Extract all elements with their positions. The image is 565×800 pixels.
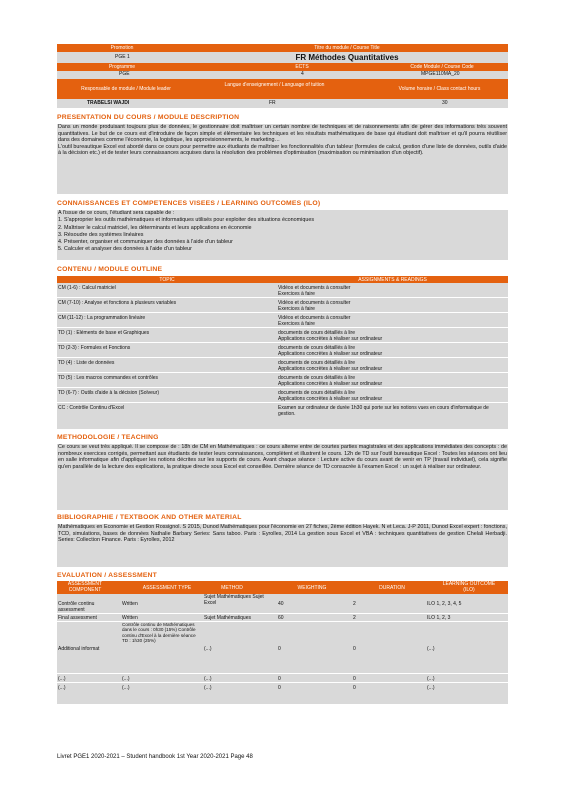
module-leader-value: TRABELSI WAJDI: [87, 100, 130, 106]
eval-duration: 2: [353, 601, 356, 607]
eval-component: Additional informat: [58, 646, 100, 652]
eval-row: [57, 674, 508, 683]
eval-weighting: 40: [278, 601, 284, 607]
outline-topic: TD (4) : Liste de données: [58, 360, 115, 366]
outline-row: [57, 298, 508, 313]
outline-row: [57, 313, 508, 328]
outcomes-block: [57, 210, 508, 260]
header-row-labels-2: [57, 63, 508, 71]
outcome-item: 1. S'approprier les outils mathématiques et informatiques utilisés pour exploiter des situations économiques: [58, 217, 315, 224]
outcome-item: 4. Présenter, organiser et communiquer des données à l'aide d'un tableur: [58, 239, 233, 246]
outline-assign: documents de cours détaillés à lire: [278, 360, 355, 366]
course-title-label: Titre du module / Course Title: [314, 45, 380, 51]
outline-assign: Exercices à faire: [278, 321, 315, 327]
eval-component: (...): [58, 685, 66, 691]
outline-topic: TD (5) : Les macros commandes et contrôles: [58, 375, 159, 381]
evaluation-header: [57, 581, 508, 594]
outline-assign: Vidéos et documents à consulter: [278, 285, 351, 291]
eval-ilo: (...): [427, 646, 435, 652]
outcome-item: 5. Calculer et analyser des données à l'aide d'un tableur: [58, 246, 192, 253]
bibliography-block: [57, 524, 508, 567]
course-code-label: Code Module / Course Code: [410, 64, 474, 70]
page-footer: Livret PGE1 2020-2021 – Student handbook 1st Year 2020-2021 Page 48: [57, 754, 253, 760]
eval-duration: 0: [353, 685, 356, 691]
outline-assign: Applications concrètes à réaliser sur ordinateur: [278, 381, 383, 387]
evaluation-title: EVALUATION / ASSESSMENT: [57, 572, 158, 579]
eval-duration: 0: [353, 646, 356, 652]
class-hours-label: Volume horaire / Class contact hours: [398, 86, 481, 92]
eval-col-method: METHOD: [221, 585, 243, 591]
outline-row: [57, 283, 508, 298]
eval-row: [57, 614, 508, 622]
eval-weighting: 60: [278, 615, 284, 621]
eval-ilo: (...): [427, 685, 435, 691]
outcome-item: 2. Maîtriser le calcul matriciel, les déterminants et leurs applications en économie: [58, 224, 252, 231]
outcomes-intro: A l'issue de ce cours, l'étudiant sera capable de :: [58, 210, 175, 216]
bibliography-text: Mathématiques en Economie et Gestion Rossignol. S 2015, Dunod Mathématiques pour l'économie en 27 fiches, 2ème édition Hayek. N et Leca. J-P 2011, Dunod Excel expert : fonctions, TCD, simulations, bases de données Nathalie Barbary Series: Sans taboo. Paris : Eyrolles, 2014 La gestion sous Excel et VBA : techniques quantitatives de gestion Chelali Herbadji. Series: Collection Finance. Paris : Eyrolles, 2012: [58, 524, 507, 543]
ects-value: 4: [301, 71, 304, 77]
eval-row: [57, 683, 508, 692]
promotion-value: PGE 1: [115, 54, 130, 60]
outline-row: [57, 373, 508, 388]
outcomes-title: CONNAISSANCES ET COMPETENCES VISEES / LEARNING OUTCOMES (ILO): [57, 200, 321, 207]
eval-col-weighting: WEIGHTING: [297, 585, 327, 591]
outline-assign: documents de cours détaillés à lire: [278, 345, 355, 351]
eval-type: (...): [122, 676, 130, 682]
eval-col-ilo: LEARNING OUTCOME (ILO): [442, 581, 496, 593]
presentation-title: PRESENTATION DU COURS / MODULE DESCRIPTION: [57, 114, 240, 121]
eval-component: Contrôle continu assessment: [58, 601, 95, 613]
eval-ilo: (...): [427, 676, 435, 682]
outline-topic: TD (6-7) : Outils d'aide à la décision (Solveur): [58, 390, 159, 396]
outline-assign: Applications concrètes à réaliser sur ordinateur: [278, 351, 383, 357]
outline-title: CONTENU / MODULE OUTLINE: [57, 266, 163, 273]
eval-row: [57, 622, 508, 674]
programme-value: PGE: [119, 71, 130, 77]
presentation-paragraph-2: L'outil bureautique Excel est abordé dans ce cours pour permettre aux étudiants de maîtriser les fonctionnalités d'un tableur (formules de calcul, gestion d'une liste de données, outils d'aide à la décision etc.) et de tester leurs connaissances acquises dans la résolution des problèmes d'optimisation (maximisation ou minimisation d'un objectif).: [58, 143, 507, 157]
eval-col-type: ASSESSMENT TYPE: [142, 585, 192, 591]
outline-topic: CC : Contrôle Continu d'Excel: [58, 405, 125, 411]
eval-duration: 0: [353, 676, 356, 682]
outline-table: [57, 283, 508, 429]
outline-assign: Exercices à faire: [278, 306, 315, 312]
outline-header: [57, 276, 508, 283]
eval-row: [57, 594, 508, 614]
outline-row: [57, 343, 508, 358]
eval-component: Final assessment: [58, 615, 97, 621]
outline-topic: TD (2-3) : Formules et Fonctions: [58, 345, 131, 351]
eval-method: (...): [204, 685, 212, 691]
outline-assign-header: ASSIGNMENTS & READINGS: [358, 277, 427, 283]
language-value: FR: [269, 100, 276, 106]
header-row-values-1: [57, 52, 508, 63]
methodology-title: METHODOLOGIE / TEACHING: [57, 434, 159, 441]
promotion-label: Promotion: [110, 45, 134, 51]
outline-assign: documents de cours détaillés à lire: [278, 375, 355, 381]
outline-topic: CM (1-6) : Calcul matriciel: [58, 285, 116, 291]
bibliography-title: BIBLIOGRAPHIE / TEXTBOOK AND OTHER MATERIAL: [57, 514, 242, 521]
header-row-labels-1: [57, 44, 508, 52]
outline-row: [57, 358, 508, 373]
outline-topic-header: TOPIC: [159, 277, 175, 283]
programme-label: Programme: [108, 64, 136, 70]
methodology-text: Ce cours se veut très appliqué. Il se compose de : 18h de CM en Mathématiques : ce cours alterne entre de courtes parties magistrales et des applications immédiates des concepts : de nombreux exercices corrigés, permettant aux étudiants de tester leurs connaissances, complètent et illustrent le cours. 12h de TD sur l'outil bureautique Excel : Toutes les séances ont lieu en salle informatique afin d'appliquer les notions décrites sur les supports de cours. Avant chaque séance : Lecture active du cours avant de venir en TP (travail individuel), cela signifie qu'en parallèle de la lecture des explications, la pratique directe sous Excel est conseillée. Dernière séance de TD consacrée à l'examen Excel : un sujet à réaliser sur ordinateur.: [58, 444, 507, 470]
eval-ilo: ILO 1, 2, 3: [427, 615, 451, 621]
outline-topic: TD (1) : Eléments de base et Graphiques: [58, 330, 150, 336]
evaluation-table: [57, 594, 508, 704]
eval-ilo: ILO 1, 2, 3, 4, 5: [427, 601, 462, 607]
header-row-labels-3: [57, 79, 508, 99]
eval-weighting: 0: [278, 676, 281, 682]
eval-method: (...): [204, 646, 212, 652]
presentation-block: [57, 124, 508, 194]
course-code-value: MPGE110MA_20: [421, 71, 460, 77]
eval-method: (...): [204, 676, 212, 682]
ects-label: ECTS: [295, 64, 309, 70]
eval-weighting: 0: [278, 646, 281, 652]
outline-topic: CM (7-10) : Analyse et fonctions à plusieurs variables: [58, 300, 177, 306]
outline-assign: Applications concrètes à réaliser sur ordinateur: [278, 396, 383, 402]
eval-component: (...): [58, 676, 66, 682]
outline-assign: Exercices à faire: [278, 291, 315, 297]
outcome-item: 3. Résoudre des systèmes linéaires: [58, 231, 144, 238]
language-label: Langue d'enseignement / Language of tuition: [224, 82, 325, 88]
eval-method: Sujet Mathématiques: [204, 615, 251, 621]
eval-col-duration: DURATION: [379, 585, 405, 591]
outline-assign: documents de cours détaillés à lire: [278, 330, 355, 336]
outline-assign: Applications concrètes à réaliser sur ordinateur: [278, 336, 383, 342]
course-title: FR Méthodes Quantitatives: [295, 53, 399, 62]
eval-duration: 2: [353, 615, 356, 621]
outline-row: [57, 403, 508, 418]
outline-row: [57, 388, 508, 403]
header-row-values-3: [57, 99, 508, 108]
module-leader-label: Responsable de module / Module leader: [81, 86, 171, 92]
header-row-values-2: [57, 71, 508, 79]
eval-type: Written: [122, 601, 138, 607]
eval-type: Contrôle continu de Mathématiques dans le cours : 0h30 (15%) Contrôle continu d'Excel à la dernière séance TD : 1h30 (25%): [122, 622, 196, 644]
outline-assign: Vidéos et documents à consulter: [278, 315, 351, 321]
outline-assign: Vidéos et documents à consulter: [278, 300, 351, 306]
outline-assign: Applications concrètes à réaliser sur ordinateur: [278, 366, 383, 372]
outline-topic: CM (11-12) : La programmation linéaire: [58, 315, 146, 321]
presentation-paragraph-1: Dans un monde produisant toujours plus de données, le gestionnaire doit maîtriser un certain nombre de techniques et de raisonnements afin de gérer des informations très souvent quantitatives. Le but de ce cours est d'introduire de façon simple et élémentaire les techniques et les résultats mathématiques de base qui étudiant doit maîtriser et qu'il pourra réutiliser dans des domaines comme l'économie, la logistique, les approvisionnements, le marketing…: [58, 124, 507, 144]
eval-weighting: 0: [278, 685, 281, 691]
eval-type: Written: [122, 615, 138, 621]
outline-assign: Examen sur ordinateur de durée 1h30 qui porte sur les notions vues en cours d'informatique de gestion.: [278, 405, 489, 417]
outline-row: [57, 328, 508, 343]
eval-col-component: ASSESSMENT COMPONENT: [67, 581, 103, 593]
class-hours-value: 30: [442, 100, 448, 106]
methodology-block: [57, 444, 508, 510]
outline-assign: documents de cours détaillés à lire: [278, 390, 355, 396]
eval-method: Sujet Mathématiques Sujet Excel: [204, 594, 264, 606]
eval-type: (...): [122, 685, 130, 691]
